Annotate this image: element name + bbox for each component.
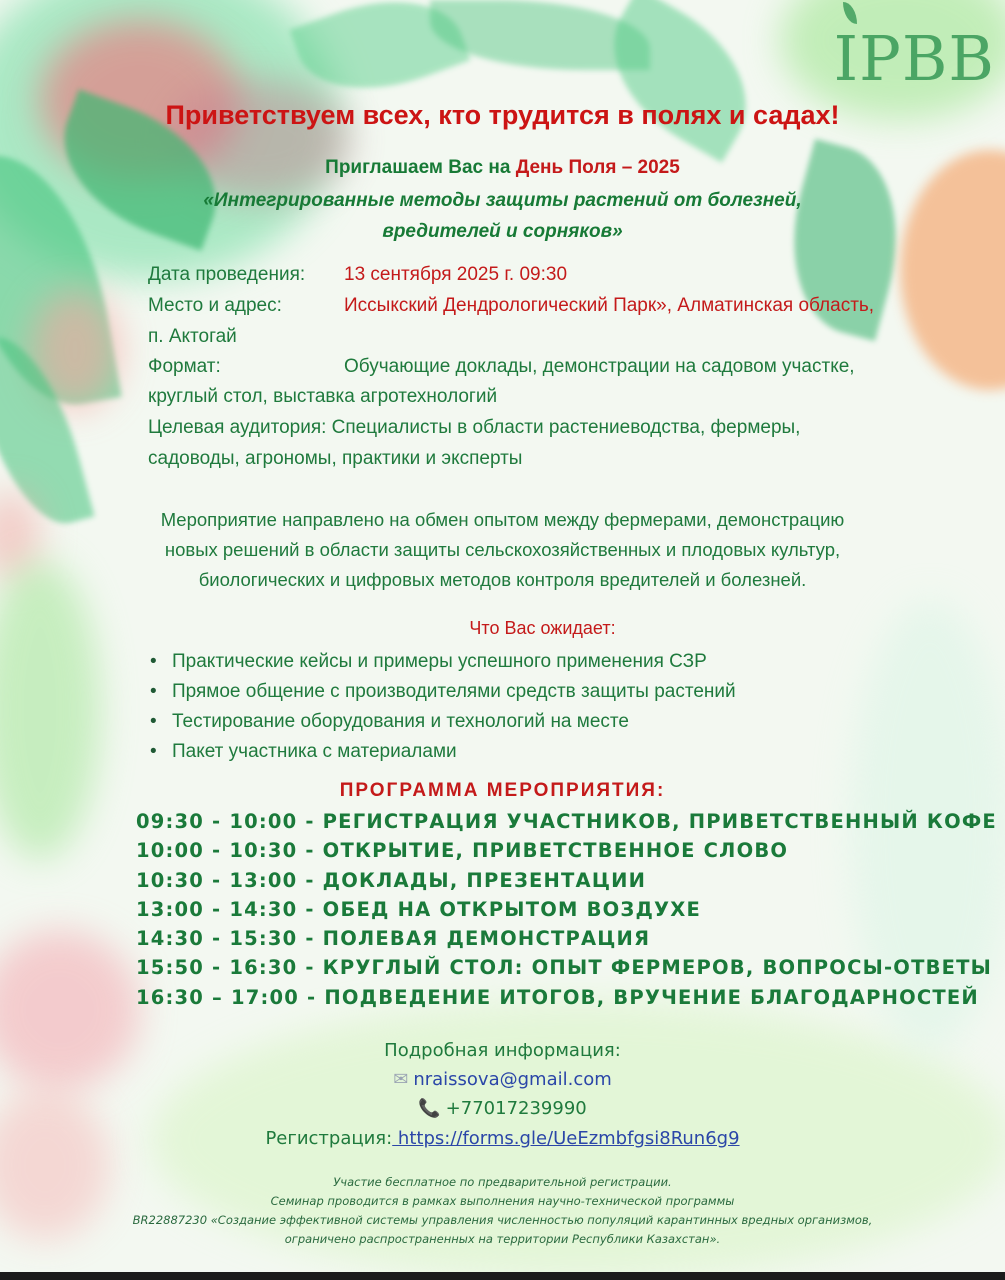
expect-item: • Прямое общение с производителями средств защиты растений — [150, 677, 736, 707]
expect-heading: Что Вас ожидает: — [469, 618, 616, 638]
program-heading: ПРОГРАММА МЕРОПРИЯТИЯ: — [339, 780, 666, 801]
event-name: День Поля – 2025 — [515, 157, 680, 178]
email-row — [0, 1069, 1005, 1090]
program-item: 09:30 - 10:00 - РЕГИСТРАЦИЯ УЧАСТНИКОВ, ПРИВЕТСТВЕННЫЙ КОФЕ — [136, 810, 997, 833]
date-value: 13 сентября 2025 г. 09:30 — [344, 264, 568, 285]
place-label: Место и адрес: — [148, 295, 282, 316]
contact-heading: Подробная информация: — [384, 1040, 621, 1061]
expect-list — [150, 647, 736, 767]
place-value-cont: п. Актогай — [148, 326, 237, 347]
footnote-line: Участие бесплатное по предварительной регистрации. — [333, 1175, 672, 1189]
footnote-line: ограничено распространенных на территории Республики Казахстан». — [284, 1232, 721, 1246]
footnote-line: Семинар проводится в рамках выполнения научно-технической программы — [270, 1194, 735, 1208]
topic-line-2: вредителей и сорняков» — [382, 221, 623, 242]
phone-number[interactable]: +77017239990 — [445, 1098, 587, 1119]
date-label: Дата проведения: — [148, 264, 306, 285]
program-list — [136, 807, 997, 1012]
program-item: 16:30 – 17:00 - ПОДВЕДЕНИЕ ИТОГОВ, ВРУЧЕНИЕ БЛАГОДАРНОСТЕЙ — [136, 985, 979, 1009]
format-row — [148, 356, 855, 378]
registration-label: Регистрация: — [265, 1128, 393, 1149]
greeting-heading: Приветствуем всех, кто трудится в полях и садах! — [165, 100, 840, 130]
audience-row — [148, 417, 800, 439]
format-label: Формат: — [148, 356, 221, 377]
place-value: Иссыкский Дендрологический Парк», Алматинская область, — [344, 295, 875, 316]
expect-item: • Пакет участника с материалами — [150, 737, 736, 767]
ipbb-logo: IPBB — [833, 22, 995, 95]
topic-line-1: «Интегрированные методы защиты растений от болезней, — [203, 190, 802, 211]
audience-value: Специалисты в области растениеводства, фермеры, — [326, 417, 801, 438]
format-value-cont: круглый стол, выставка агротехнологий — [148, 386, 498, 407]
leaf-icon — [843, 2, 857, 24]
email-link[interactable]: nraissova@gmail.com — [413, 1069, 612, 1090]
footnote-line: BR22887230 «Создание эффективной системы управления численностью популяций карантинных вредных организмов, — [132, 1213, 873, 1227]
description-line: биологических и цифровых методов контроля вредителей и болезней. — [198, 569, 807, 590]
expect-item: • Практические кейсы и примеры успешного применения СЗР — [150, 647, 736, 677]
date-row — [148, 264, 567, 286]
expect-item: • Тестирование оборудования и технологий на месте — [150, 707, 736, 737]
phone-icon: 📞 — [418, 1098, 441, 1119]
registration-row — [0, 1128, 1005, 1149]
phone-row — [0, 1098, 1005, 1119]
invite-prefix: Приглашаем Вас на — [325, 157, 516, 178]
envelope-icon: ✉ — [393, 1069, 409, 1090]
audience-label: Целевая аудитория: — [148, 417, 327, 438]
bottom-border — [0, 1272, 1005, 1280]
audience-value-cont: садоводы, агрономы, практики и эксперты — [148, 448, 523, 469]
description-line: Мероприятие направлено на обмен опытом между фермерами, демонстрацию — [160, 509, 845, 530]
description-line: новых решений в области защиты сельскохозяйственных и плодовых культур, — [164, 539, 841, 560]
format-value: Обучающие доклады, демонстрации на садовом участке, — [344, 356, 855, 377]
program-item: 15:50 - 16:30 - КРУГЛЫЙ СТОЛ: ОПЫТ ФЕРМЕРОВ, ВОПРОСЫ-ОТВЕТЫ — [136, 956, 993, 980]
program-item: 10:00 - 10:30 - ОТКРЫТИЕ, ПРИВЕТСТВЕННОЕ СЛОВО — [136, 839, 789, 863]
program-item: 10:30 - 13:00 - ДОКЛАДЫ, ПРЕЗЕНТАЦИИ — [136, 868, 647, 892]
event-description — [0, 505, 1005, 595]
program-item: 13:00 - 14:30 - ОБЕД НА ОТКРЫТОМ ВОЗДУХЕ — [136, 897, 702, 921]
footnote — [0, 1173, 1005, 1249]
place-row — [148, 295, 874, 317]
program-item: 14:30 - 15:30 - ПОЛЕВАЯ ДЕМОНСТРАЦИЯ — [136, 927, 651, 951]
registration-link[interactable]: https://forms.gle/UeEzmbfgsi8Run6g9 — [392, 1128, 740, 1149]
invite-line — [0, 157, 1005, 179]
